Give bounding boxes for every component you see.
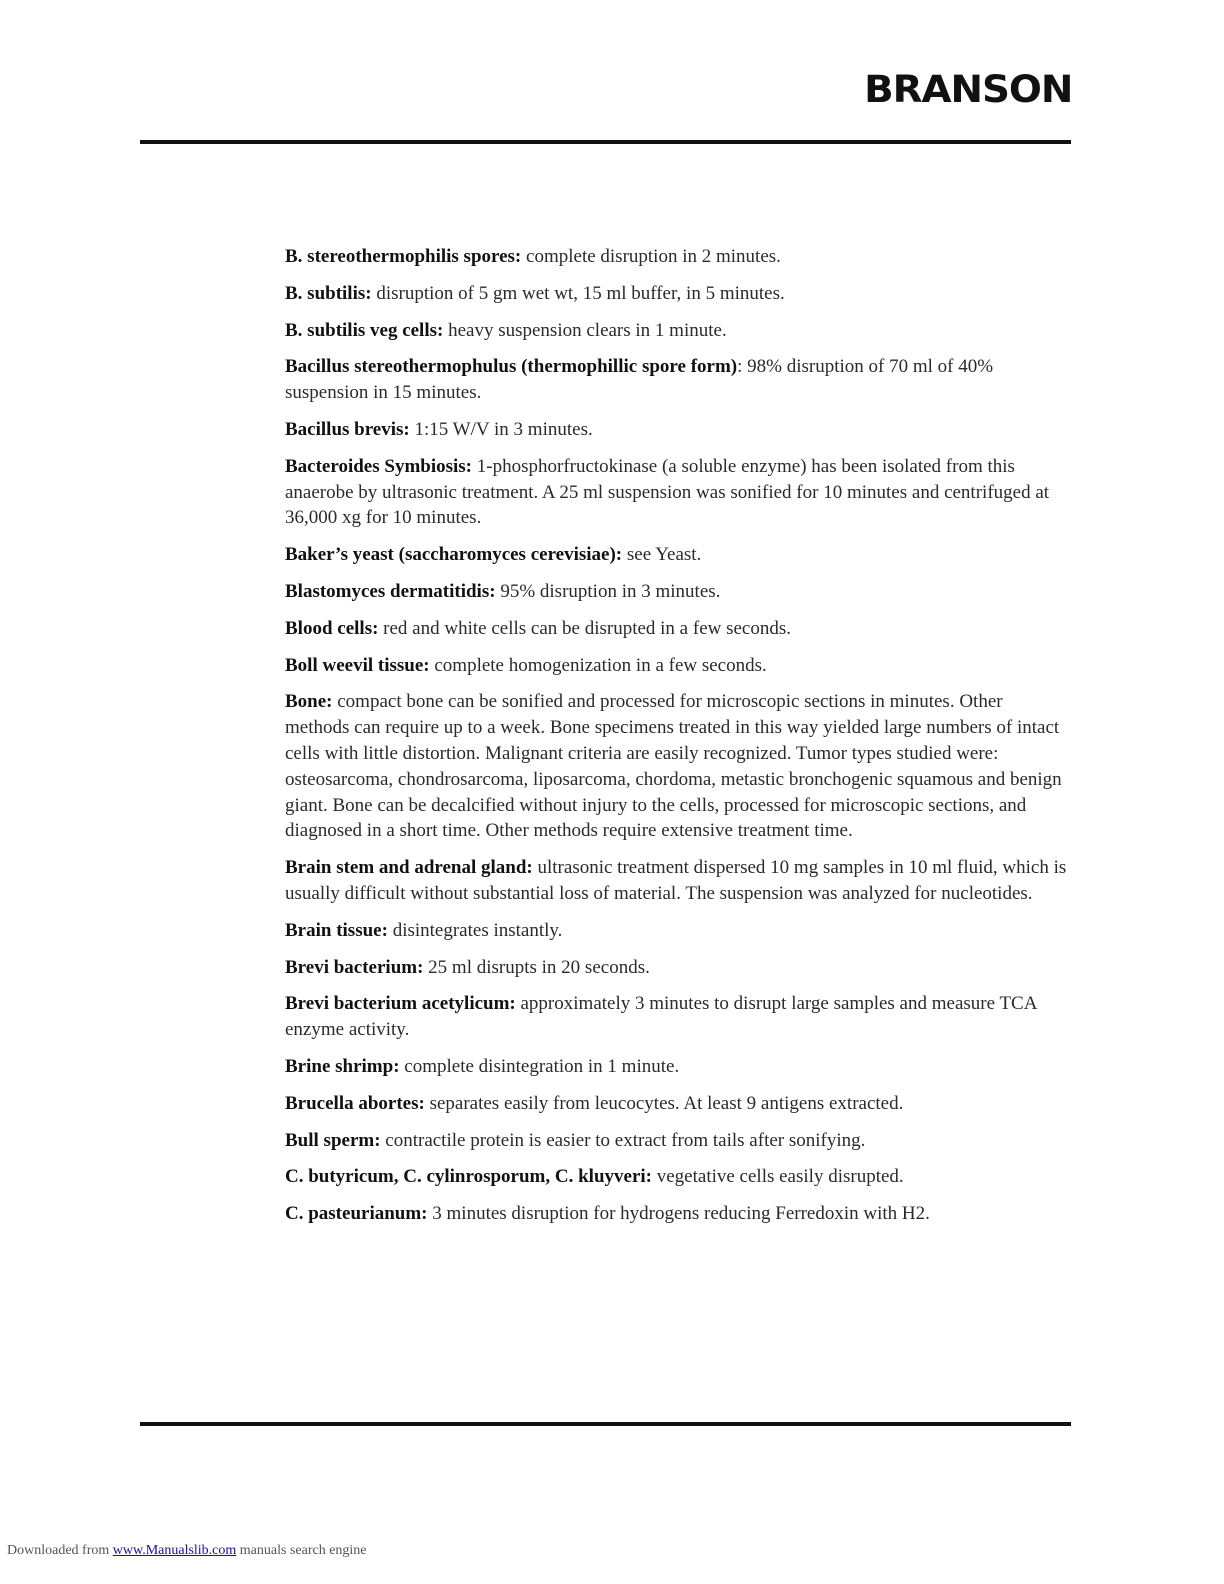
entry-text: disruption of 5 gm wet wt, 15 ml buffer, in 5 minutes. bbox=[371, 282, 785, 304]
entry-term: Blastomyces dermatitidis: bbox=[285, 580, 496, 602]
list-item bbox=[285, 653, 1071, 679]
list-item bbox=[285, 417, 1071, 443]
entry-text: see Yeast. bbox=[622, 544, 702, 566]
list-item bbox=[285, 1201, 1071, 1227]
list-item bbox=[285, 1054, 1071, 1080]
entry-text: 1:15 W/V in 3 minutes. bbox=[409, 418, 593, 440]
entry-term: Brain tissue: bbox=[285, 919, 388, 941]
entry-text: ultrasonic treatment dispersed 10 mg samples in 10 ml fluid, which is usually difficult without substantial loss of material. The suspension was analyzed for nucleotides. bbox=[285, 857, 1067, 904]
list-item bbox=[285, 1091, 1071, 1117]
entry-text: 1-phosphorfructokinase (a soluble enzyme) has been isolated from this anaerobe by ultrasonic treatment. A 25 ml suspension was sonified for 10 minutes and centrifuged at 36,000 xg for 10 minutes. bbox=[285, 455, 1050, 529]
entry-text: approximately 3 minutes to disrupt large samples and measure TCA enzyme activity. bbox=[285, 993, 1037, 1041]
entry-term: B. stereothermophilis spores: bbox=[285, 246, 522, 267]
entry-text: complete disintegration in 1 minute. bbox=[399, 1055, 680, 1077]
entry-text: complete homogenization in a few seconds. bbox=[429, 654, 767, 676]
list-item bbox=[285, 542, 1071, 568]
entry-text: disintegrates instantly. bbox=[387, 919, 563, 941]
entry-term: C. butyricum, C. cylinrosporum, C. kluyveri: bbox=[285, 1166, 652, 1188]
entry-term: Bacteroides Symbiosis: bbox=[285, 455, 473, 477]
list-item bbox=[285, 689, 1071, 844]
entry-term: Bone: bbox=[285, 691, 333, 713]
entry-text: heavy suspension clears in 1 minute. bbox=[443, 319, 727, 341]
entry-term: Boll weevil tissue: bbox=[285, 654, 430, 676]
entry-text: 3 minutes disruption for hydrogens reducing Ferredoxin with H2. bbox=[427, 1203, 930, 1225]
entry-term: Brevi bacterium: bbox=[285, 956, 424, 978]
header-rule bbox=[140, 140, 1071, 144]
entry-term: Brine shrimp: bbox=[285, 1055, 400, 1077]
list-item bbox=[285, 244, 1071, 270]
entry-term: Brain stem and adrenal gland: bbox=[285, 857, 533, 879]
entry-term: Brevi bacterium acetylicum: bbox=[285, 993, 516, 1015]
entry-text: contractile protein is easier to extract from tails after sonifying. bbox=[380, 1129, 866, 1151]
entry-text: 25 ml disrupts in 20 seconds. bbox=[423, 956, 650, 978]
manualslib-link[interactable]: www.Manualslib.com bbox=[112, 1543, 237, 1558]
branson-logo: BRANSON bbox=[863, 68, 1072, 111]
entry-term: B. subtilis: bbox=[285, 282, 372, 304]
entry-text: vegetative cells easily disrupted. bbox=[651, 1166, 904, 1188]
entries-list bbox=[285, 244, 1071, 1238]
footer-suffix: manuals search engine bbox=[236, 1543, 367, 1558]
list-item bbox=[285, 855, 1071, 907]
list-item bbox=[285, 955, 1071, 981]
list-item bbox=[285, 1164, 1071, 1190]
entry-text: : 98% disruption of 70 ml of 40% suspension in 15 minutes. bbox=[285, 356, 994, 404]
entry-term: C. pasteurianum: bbox=[285, 1203, 428, 1225]
list-item bbox=[285, 454, 1071, 531]
footer-rule bbox=[140, 1422, 1071, 1426]
list-item bbox=[285, 918, 1071, 944]
download-footer bbox=[7, 1543, 367, 1559]
list-item bbox=[285, 1128, 1071, 1154]
entry-text: 95% disruption in 3 minutes. bbox=[495, 580, 721, 602]
entry-text: red and white cells can be disrupted in a few seconds. bbox=[378, 617, 792, 639]
footer-prefix: Downloaded from bbox=[7, 1543, 113, 1558]
list-item bbox=[285, 616, 1071, 642]
entry-term: Bull sperm: bbox=[285, 1129, 381, 1151]
entry-term: B. subtilis veg cells: bbox=[285, 319, 444, 341]
entry-term: Bacillus stereothermophulus (thermophillic spore form) bbox=[285, 356, 738, 378]
list-item bbox=[285, 579, 1071, 605]
list-item bbox=[285, 354, 1071, 406]
entry-text: compact bone can be sonified and processed for microscopic sections in minutes. Other methods can require up to a week. Bone specimens treated in this way yielded large numbers of intact cells with little distortion. Malignant criteria are easily recognized. Tumor types studied were: osteosarcoma, chondrosarcoma, liposarcoma, chordoma, metastic bronchogenic squamous and benign giant. Bone can be decalcified without injury to the cells, processed for microscopic sections, and diagnosed in a short time. Other methods require extensive treatment time. bbox=[285, 691, 1062, 842]
entry-term: Bacillus brevis: bbox=[285, 418, 410, 440]
entry-term: Baker’s yeast (saccharomyces cerevisiae): bbox=[285, 544, 623, 566]
entry-text: separates easily from leucocytes. At least 9 antigens extracted. bbox=[424, 1092, 904, 1114]
entry-term: Blood cells: bbox=[285, 617, 379, 639]
list-item bbox=[285, 318, 1071, 344]
entry-text: complete disruption in 2 minutes. bbox=[521, 246, 781, 267]
entry-term: Brucella abortes: bbox=[285, 1092, 425, 1114]
list-item bbox=[285, 991, 1071, 1043]
list-item bbox=[285, 281, 1071, 307]
